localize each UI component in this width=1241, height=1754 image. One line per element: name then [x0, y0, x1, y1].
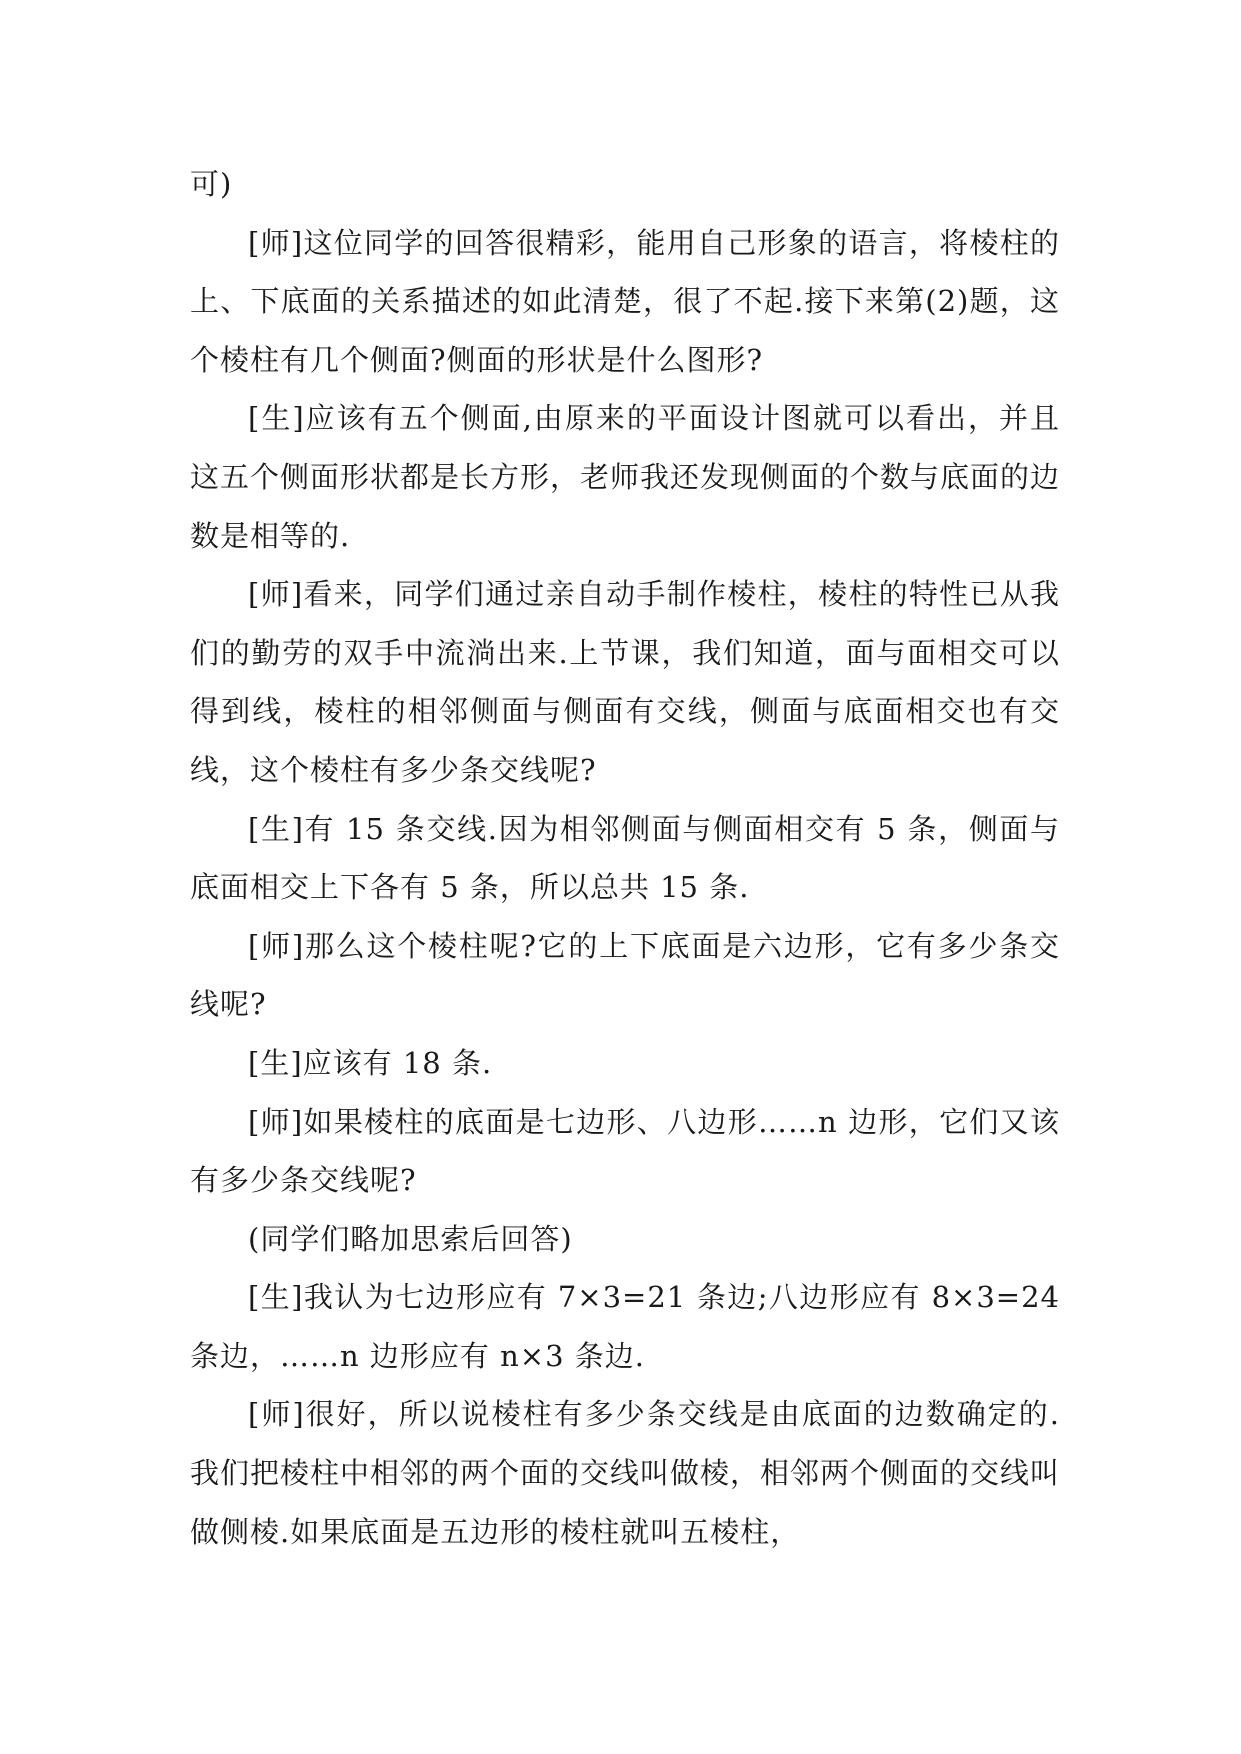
paragraph-1: 可) — [190, 167, 233, 201]
paragraph-5: [生]有 15 条交线.因为相邻侧面与侧面相交有 5 条，侧面与底面相交上下各有 5 条，所以总共 15 条. — [190, 811, 1060, 905]
paragraph-9: (同学们略加思索后回答) — [248, 1221, 573, 1256]
paragraph-8: [师]如果棱柱的底面是七边形、八边形……n 边形，它们又该有多少条交线呢? — [190, 1104, 1060, 1198]
paragraph-2: [师]这位同学的回答很精彩，能用自己形象的语言，将棱柱的上、下底面的关系描述的如此清楚，很了不起.接下来第(2)题，这个棱柱有几个侧面?侧面的形状是什么图形? — [190, 225, 1060, 377]
paragraph-3: [生]应该有五个侧面,由原来的平面设计图就可以看出，并且这五个侧面形状都是长方形，老师我还发现侧面的个数与底面的边数是相等的. — [190, 401, 1061, 553]
paragraph-6: [师]那么这个棱柱呢?它的上下底面是六边形，它有多少条交线呢? — [190, 928, 1060, 1022]
paragraph-4: [师]看来，同学们通过亲自动手制作棱柱，棱柱的特性已从我们的勤劳的双手中流淌出来.上节课，我们知道，面与面相交可以得到线，棱柱的相邻侧面与侧面有交线，侧面与底面相交也有交线，这个棱柱有多少条交线呢? — [190, 577, 1060, 787]
paragraph-7: [生]应该有 18 条. — [248, 1045, 493, 1080]
body-text — [190, 155, 1060, 1561]
paragraph-11: [师]很好，所以说棱柱有多少条交线是由底面的边数确定的.我们把棱柱中相邻的两个面的交线叫做棱，相邻两个侧面的交线叫做侧棱.如果底面是五边形的棱柱就叫五棱柱， — [190, 1397, 1061, 1549]
paragraph-10: [生]我认为七边形应有 7×3=21 条边;八边形应有 8×3=24 条边，……n 边形应有 n×3 条边. — [190, 1280, 1060, 1373]
